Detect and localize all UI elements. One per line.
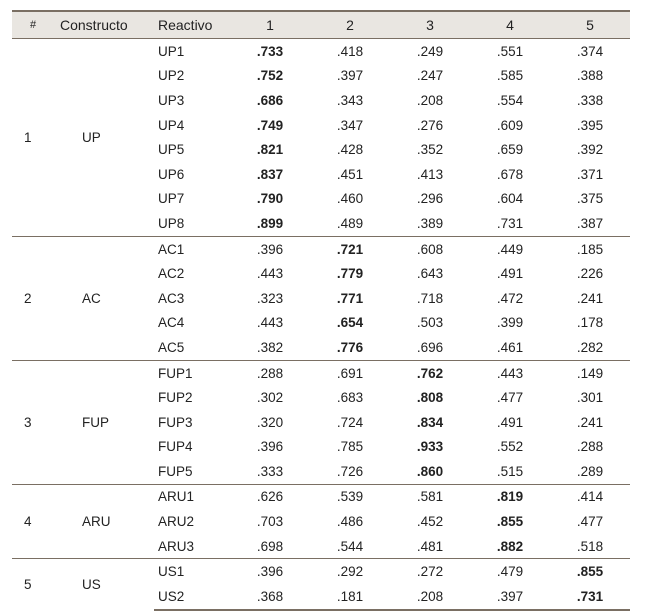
item-code: FUP3	[158, 414, 193, 430]
loading-value: .819	[470, 484, 550, 509]
loading-value: .752	[256, 68, 284, 84]
loading-value: .609	[496, 117, 524, 133]
loading-value: .414	[550, 484, 630, 509]
loading-value: .703	[256, 514, 284, 530]
item-code: UP4	[158, 117, 185, 133]
item-code: UP1	[158, 43, 185, 59]
table-row	[12, 559, 630, 584]
table-row	[12, 39, 630, 64]
loading-value: .771	[336, 290, 364, 306]
loading-value: .413	[416, 166, 444, 182]
loadings-table-container	[12, 10, 630, 611]
loading-value: .785	[336, 439, 364, 455]
construct-name: FUP	[54, 360, 154, 484]
loading-value: .443	[256, 266, 284, 282]
loading-value: .515	[496, 463, 524, 479]
header-factor-3: 3	[390, 11, 470, 39]
loading-value: .604	[496, 191, 524, 207]
header-factor-5: 5	[550, 11, 630, 39]
loading-value: .731	[550, 584, 630, 610]
item-code: FUP4	[158, 439, 193, 455]
loading-value: .343	[336, 92, 364, 108]
loading-value: .371	[576, 166, 604, 182]
loading-value: .395	[576, 117, 604, 133]
loading-value: .503	[416, 315, 444, 331]
item-code: FUP2	[158, 390, 193, 406]
loading-value: .460	[336, 191, 364, 207]
loading-value: .643	[416, 266, 444, 282]
loading-value: .721	[310, 236, 390, 261]
loading-value: .481	[416, 538, 444, 554]
loading-value: .296	[416, 191, 444, 207]
loading-value: .821	[256, 142, 284, 158]
loading-value: .518	[576, 538, 604, 554]
loading-value: .491	[496, 414, 524, 430]
loading-value: .301	[576, 390, 604, 406]
loading-value: .718	[416, 290, 444, 306]
loading-value: .486	[336, 514, 364, 530]
loading-value: .489	[336, 215, 364, 231]
loading-value: .418	[336, 43, 364, 59]
item-code: AC1	[154, 236, 230, 261]
loading-value: .686	[256, 92, 284, 108]
construct-group	[12, 559, 630, 610]
loading-value: .338	[576, 92, 604, 108]
loading-value: .726	[336, 463, 364, 479]
construct-number: 3	[12, 360, 54, 484]
item-code: AC2	[158, 266, 185, 282]
construct-number: 5	[12, 559, 54, 610]
loading-value: .276	[416, 117, 444, 133]
loading-value: .181	[310, 584, 390, 610]
loading-value: .347	[336, 117, 364, 133]
loading-value: .882	[496, 538, 524, 554]
loading-value: .375	[576, 191, 604, 207]
loading-value: .451	[336, 166, 364, 182]
loading-value: .396	[230, 559, 310, 584]
loading-value: .289	[576, 463, 604, 479]
loading-value: .477	[496, 390, 524, 406]
item-code: US1	[154, 559, 230, 584]
loading-value: .691	[310, 360, 390, 385]
item-code: ARU3	[158, 538, 195, 554]
loading-value: .899	[256, 215, 284, 231]
loading-value: .443	[470, 360, 550, 385]
loading-value: .208	[416, 92, 444, 108]
item-code: UP2	[158, 68, 185, 84]
loading-value: .776	[336, 339, 364, 355]
loading-value: .749	[256, 117, 284, 133]
loading-value: .226	[576, 266, 604, 282]
loading-value: .696	[416, 339, 444, 355]
loading-value: .698	[256, 538, 284, 554]
construct-number: 2	[12, 236, 54, 360]
loading-value: .544	[336, 538, 364, 554]
loading-value: .552	[496, 439, 524, 455]
table-row	[12, 236, 630, 261]
table-header	[12, 11, 630, 39]
construct-group	[12, 484, 630, 559]
item-code: ARU2	[158, 514, 195, 530]
loading-value: .241	[576, 290, 604, 306]
item-code: UP7	[158, 191, 185, 207]
loading-value: .399	[496, 315, 524, 331]
table-row	[12, 484, 630, 509]
item-code: UP8	[158, 215, 185, 231]
loading-value: .292	[310, 559, 390, 584]
loading-value: .387	[576, 215, 604, 231]
item-code: AC4	[158, 315, 185, 331]
loading-value: .392	[576, 142, 604, 158]
loading-value: .397	[336, 68, 364, 84]
loading-value: .790	[256, 191, 284, 207]
loading-value: .397	[470, 584, 550, 610]
construct-number: 4	[12, 484, 54, 559]
loading-value: .288	[230, 360, 310, 385]
factor-loadings-table	[12, 10, 630, 611]
loading-value: .678	[496, 166, 524, 182]
loading-value: .282	[576, 339, 604, 355]
construct-group	[12, 236, 630, 360]
loading-value: .683	[336, 390, 364, 406]
loading-value: .352	[416, 142, 444, 158]
loading-value: .855	[496, 514, 524, 530]
construct-name: ARU	[54, 484, 154, 559]
loading-value: .834	[416, 414, 444, 430]
item-code: UP5	[158, 142, 185, 158]
header-factor-2: 2	[310, 11, 390, 39]
construct-name: US	[54, 559, 154, 610]
loading-value: .731	[496, 215, 524, 231]
loading-value: .388	[576, 68, 604, 84]
item-code: ARU1	[154, 484, 230, 509]
loading-value: .208	[390, 584, 470, 610]
loading-value: .479	[470, 559, 550, 584]
loading-value: .320	[256, 414, 284, 430]
construct-name: UP	[82, 129, 101, 145]
loading-value: .443	[256, 315, 284, 331]
item-code: UP3	[158, 92, 185, 108]
item-code: FUP1	[154, 360, 230, 385]
loading-value: .608	[390, 236, 470, 261]
loading-value: .472	[496, 290, 524, 306]
table-row	[12, 360, 630, 385]
loading-value: .551	[496, 43, 524, 59]
loading-value: .491	[496, 266, 524, 282]
loading-value: .659	[496, 142, 524, 158]
loading-value: .539	[310, 484, 390, 509]
loading-value: .428	[336, 142, 364, 158]
construct-group	[12, 39, 630, 237]
loading-value: .837	[256, 166, 284, 182]
loading-value: .288	[576, 439, 604, 455]
loading-value: .581	[390, 484, 470, 509]
loading-value: .626	[230, 484, 310, 509]
loading-value: .323	[256, 290, 284, 306]
loading-value: .654	[336, 315, 364, 331]
item-code: FUP5	[158, 463, 193, 479]
construct-group	[12, 360, 630, 484]
loading-value: .333	[256, 463, 284, 479]
loading-value: .396	[256, 439, 284, 455]
loading-value: .585	[496, 68, 524, 84]
loading-value: .554	[496, 92, 524, 108]
item-code: AC5	[158, 339, 185, 355]
construct-name: AC	[54, 236, 154, 360]
item-code: US2	[154, 584, 230, 610]
loading-value: .452	[416, 514, 444, 530]
header-number: #	[12, 11, 54, 39]
item-code: AC3	[158, 290, 185, 306]
loading-value: .449	[470, 236, 550, 261]
loading-value: .461	[496, 339, 524, 355]
header-factor-1: 1	[230, 11, 310, 39]
loading-value: .855	[550, 559, 630, 584]
header-construct: Constructo	[54, 11, 154, 39]
header-row	[12, 11, 630, 39]
loading-value: .724	[336, 414, 364, 430]
header-factor-4: 4	[470, 11, 550, 39]
loading-value: .249	[416, 43, 444, 59]
loading-value: .241	[576, 414, 604, 430]
loading-value: .477	[576, 514, 604, 530]
loading-value: .374	[576, 43, 604, 59]
loading-value: .247	[416, 68, 444, 84]
loading-value: .302	[256, 390, 284, 406]
loading-value: .762	[390, 360, 470, 385]
header-item: Reactivo	[154, 11, 230, 39]
loading-value: .178	[576, 315, 604, 331]
loading-value: .272	[390, 559, 470, 584]
loading-value: .933	[416, 439, 444, 455]
loading-value: .382	[256, 339, 284, 355]
loading-value: .396	[230, 236, 310, 261]
loading-value: .808	[416, 390, 444, 406]
loading-value: .389	[416, 215, 444, 231]
item-code: UP6	[158, 166, 185, 182]
loading-value: .185	[550, 236, 630, 261]
loading-value: .368	[230, 584, 310, 610]
loading-value: .733	[256, 43, 284, 59]
construct-number: 1	[24, 129, 32, 145]
loading-value: .860	[416, 463, 444, 479]
loading-value: .779	[336, 266, 364, 282]
loading-value: .149	[550, 360, 630, 385]
